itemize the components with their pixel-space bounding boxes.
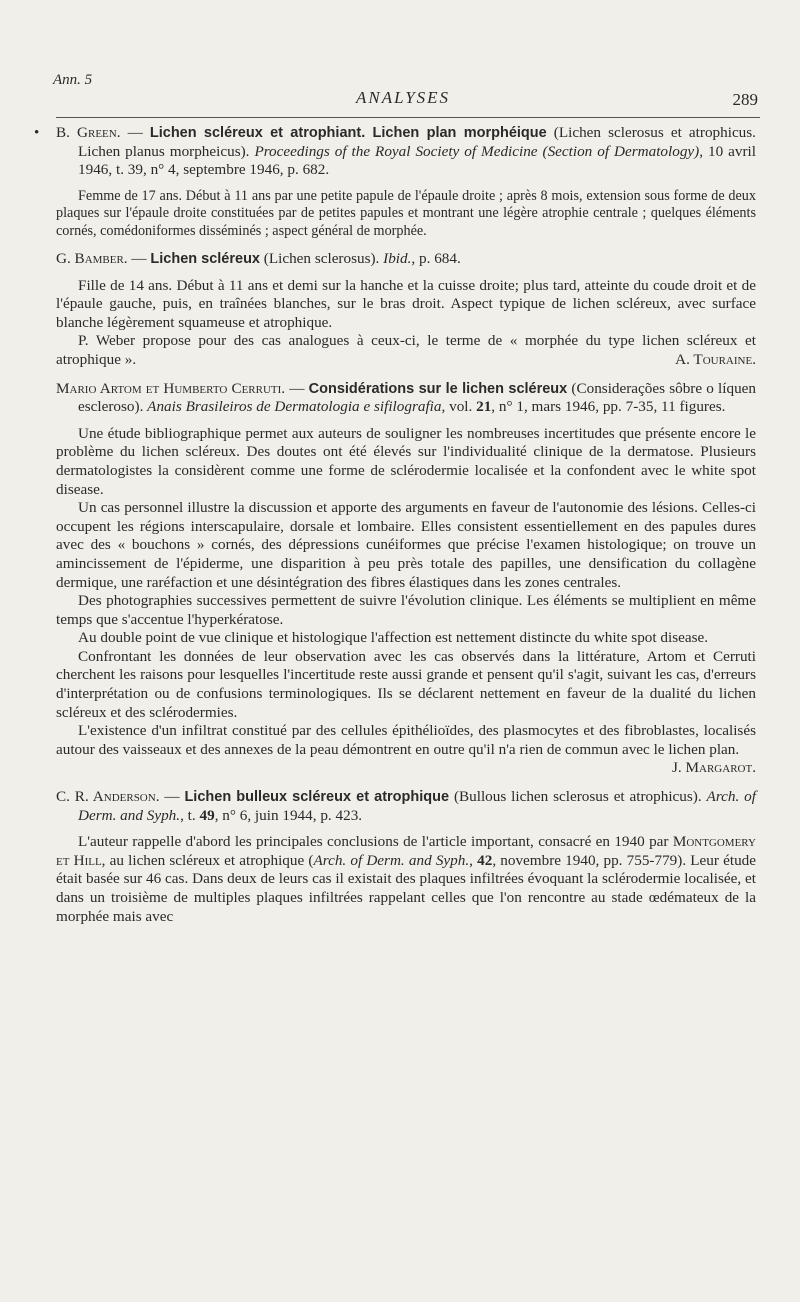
article-paragraph: Confrontant les données de leur observation avec les cas observés dans la littérature, Artom et Cerruti cherchent les raisons pour lesquelles l'incertitude reste aussi grande et pensent qu'il s'agit, suivant les cas, d'erreurs d'interprétation ou de confusions terminologiques. Ils se déclarent nettement en faveur de la dualité du lichen scléreux et des sclérodermies. [56, 647, 756, 721]
article-journal: Anais Brasileiros de Dermatologia e sifilografia [147, 398, 442, 416]
article-volume: 49 [199, 806, 215, 824]
article-volume: 21 [476, 398, 492, 416]
article-journal: Arch. of Derm. and Syph. [78, 788, 756, 824]
article-title: Lichen scléreux et atrophiant. Lichen plan morphéique [149, 125, 547, 141]
paragraph-text: , novembre 1940, pp. 755-779). Leur étude était basée sur 46 cas. Dans deux de leurs cas il existait des plaques infiltrées évoquant la sclérodermie localisée, et dans un troisième de multiples plaques infiltrées rappelant celles que l'on rencontre au stade œdémateux de la morphée mais avec [56, 851, 756, 925]
article-green [34, 124, 756, 240]
article-citation-pre: , vol. [441, 398, 477, 416]
header-rule [56, 117, 760, 118]
article-paragraph: Un cas personnel illustre la discussion et apporte des arguments en faveur de l'autonomie des lésions. Celles-ci occupent les régions interscapulaire, dorsale et lombaire. Elles consistent essentiellement en des papules dures avec des « bouchons » cornés, des dépressions cunéiformes que précise l'examen histologique; on trouve un amincissement de l'épiderme, une disparition à peu près totale des papilles, une densification du collagène dermique, une raréfaction et une désintégration des fibres élastiques dans les zones centrales. [56, 499, 756, 591]
article-journal: Proceedings of the Royal Society of Medicine (Section of Dermatology) [254, 142, 700, 160]
article-author: G. Bamber. [56, 250, 128, 267]
article-citation: , 10 avril 1946, t. 39, n° 4, septembre 1946, p. 682. [78, 142, 756, 179]
article-citation-post: , n° 6, juin 1944, p. 423. [214, 806, 363, 824]
dash: — [120, 124, 150, 141]
article-reference [56, 124, 756, 180]
article-bamber [56, 250, 756, 370]
article-latin-title: (Bullous lichen sclerosus et atrophicus). [449, 788, 707, 806]
article-author: C. R. Anderson. [56, 788, 160, 806]
journal-section-title: ANALYSES [355, 88, 451, 107]
article-summary: Femme de 17 ans. Début à 11 ans par une petite papule de l'épaule droite ; après 8 mois, extension sous forme de deux plaques sur l'épaule droite constituées par de petites papules et montrant une légère atrophie centrale ; quelques éléments cornés, comédoniformes disséminés ; aspect général de morphée. [56, 187, 756, 239]
article-anderson [56, 788, 756, 926]
running-header [48, 72, 758, 112]
article-latin-title: (Lichen sclerosus et atrophicus. Lichen planus morpheicus). [78, 124, 756, 160]
bullet-mark: • [34, 125, 40, 141]
article-paragraph: Au double point de vue clinique et histologique l'affection est nettement distincte du white spot disease. [78, 629, 709, 647]
article-reference [56, 250, 756, 269]
article-reference [56, 380, 756, 417]
dash: — [159, 788, 185, 806]
article-title: Considérations sur le lichen scléreux [308, 380, 568, 397]
paragraph-text: , au lichen scléreux et atrophique ( [101, 851, 314, 869]
article-paragraph: Fille de 14 ans. Début à 11 ans et demi sur la hanche et la cuisse droite; plus tard, atteinte du coude droit et de l'épaule gauche, puis, en traînées blanches, sur le bras droit. Aspect typique de lichen scléreux, avec surface blanche légèrement squameuse et atrophique. [56, 276, 756, 331]
article-author: Mario Artom et Humberto Cerruti. [56, 379, 286, 397]
article-reference [56, 788, 756, 825]
dash: — [127, 250, 151, 267]
article-citation-pre: , t. [180, 806, 200, 824]
article-journal: Ibid. [383, 250, 412, 267]
cited-journal: Arch. of Derm. and Syph. [313, 851, 470, 869]
page-content [34, 124, 757, 926]
article-paragraph [56, 833, 756, 926]
article-paragraph: P. Weber propose pour des cas analogues à ceux-ci, le terme de « morphée du type lichen scléreux et atrophique ». [56, 332, 756, 368]
article-paragraph: Une étude bibliographique permet aux auteurs de souligner les nombreuses incertitudes que présente encore le problème du lichen scléreux. Des doutes ont été élevés sur l'individualité clinique de la dermatose. Plusieurs dermatologistes la considèrent comme une forme de sclérodermie localisée et la confondent avec le white spot disease. [56, 424, 756, 498]
page-number: 289 [732, 90, 758, 109]
paragraph-text: , [469, 851, 478, 869]
article-latin-title: (Considerações sôbre o líquen escleroso). [78, 379, 757, 416]
article-author: B. Green. [56, 124, 121, 141]
article-title: Lichen scléreux [150, 251, 260, 267]
article-signature: J. Margarot. [672, 759, 756, 777]
cited-authors: Montgomery et Hill [56, 833, 756, 869]
article-signature: A. Touraine. [675, 350, 756, 368]
article-latin-title: (Lichen sclerosus). [260, 250, 384, 267]
article-paragraph: L'existence d'un infiltrat constitué par des cellules épithélioïdes, des plasmocytes et des fibroblastes, localisés autour des vaisseaux et des annexes de la peau démontrent en outre qu'il n'a rien de commun avec le lichen plan. [56, 722, 756, 758]
annex-label: Ann. 5 [53, 72, 93, 88]
article-paragraph: Des photographies successives permettent de suivre l'évolution clinique. Les éléments se multiplient en même temps que s'accentue l'hyperkératose. [56, 592, 756, 628]
article-title: Lichen bulleux scléreux et atrophique [184, 789, 450, 806]
paragraph-text: L'auteur rappelle d'abord les principales conclusions de l'article important, consacré en 1940 par [78, 833, 673, 851]
article-citation: , p. 684. [411, 250, 461, 267]
article-artom-cerruti [56, 380, 756, 778]
cited-volume: 42 [477, 851, 493, 869]
dash: — [285, 379, 309, 397]
article-citation-post: , n° 1, mars 1946, pp. 7-35, 11 figures. [491, 398, 726, 416]
